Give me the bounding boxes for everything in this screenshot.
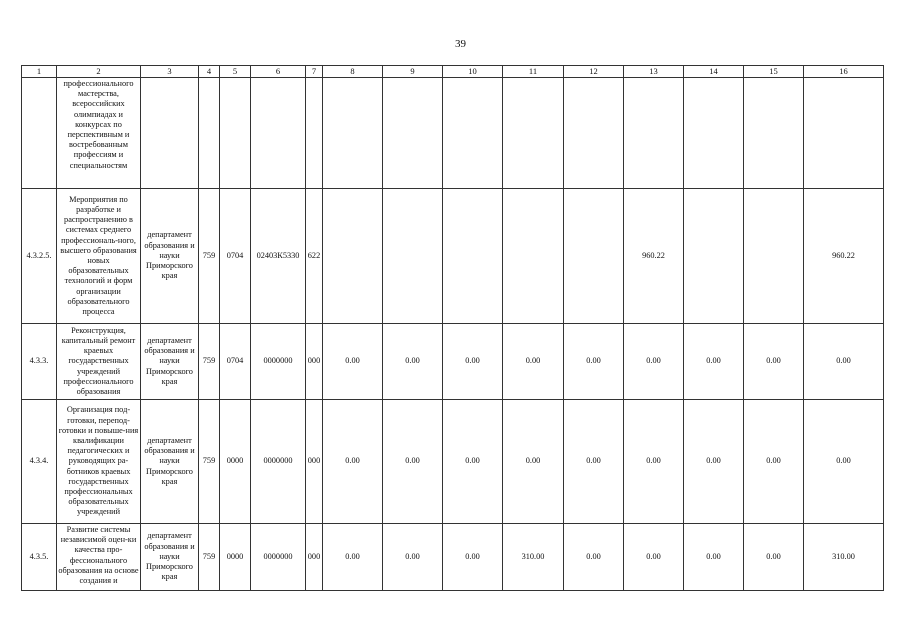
row-name xyxy=(57,524,141,591)
value-cell xyxy=(383,78,443,189)
value-cell: 0.00 xyxy=(804,400,884,524)
value-cell: 0.00 xyxy=(564,400,624,524)
column-number: 11 xyxy=(503,66,564,78)
page-number: 39 xyxy=(455,38,466,50)
value-cell: 0.00 xyxy=(744,524,804,591)
column-number: 6 xyxy=(251,66,306,78)
value-cell: 0.00 xyxy=(684,324,744,400)
value-cell xyxy=(684,189,744,324)
value-cell xyxy=(503,78,564,189)
value-cell xyxy=(684,78,744,189)
grbs-code xyxy=(199,78,220,189)
grbs-code: 759 xyxy=(199,524,220,591)
value-cell: 960.22 xyxy=(804,189,884,324)
expense-type-code: 000 xyxy=(306,524,323,591)
value-cell: 0.00 xyxy=(323,524,383,591)
table-row xyxy=(22,324,884,400)
value-cell: 0.00 xyxy=(503,400,564,524)
responsible-org: департамент образования и науки Приморского края xyxy=(141,189,199,324)
value-cell xyxy=(443,78,503,189)
responsible-org xyxy=(141,78,199,189)
row-name: Мероприятия по разработке и распространению в системах среднего профессиональ-ного, высшего образования новых образовательных технологий и форм организации образовательного процесса xyxy=(57,189,141,324)
value-cell xyxy=(503,189,564,324)
value-cell: 0.00 xyxy=(383,400,443,524)
target-article-code: 02403К5330 xyxy=(251,189,306,324)
row-name xyxy=(57,78,141,189)
value-cell: 0.00 xyxy=(684,524,744,591)
section-code: 0704 xyxy=(220,324,251,400)
value-cell xyxy=(744,189,804,324)
column-number: 8 xyxy=(323,66,383,78)
section-code: 0000 xyxy=(220,524,251,591)
column-number: 14 xyxy=(684,66,744,78)
value-cell: 0.00 xyxy=(564,324,624,400)
row-code: 4.3.5. xyxy=(22,524,57,591)
value-cell xyxy=(323,78,383,189)
target-article-code: 0000000 xyxy=(251,400,306,524)
column-number: 16 xyxy=(804,66,884,78)
target-article-code xyxy=(251,78,306,189)
responsible-org: департамент образования и науки Приморского края xyxy=(141,324,199,400)
value-cell xyxy=(564,78,624,189)
responsible-org: департамент образования и науки Приморского края xyxy=(141,400,199,524)
value-cell xyxy=(443,189,503,324)
table-row xyxy=(22,189,884,324)
value-cell: 310.00 xyxy=(503,524,564,591)
value-cell xyxy=(624,78,684,189)
value-cell xyxy=(564,189,624,324)
value-cell: 310.00 xyxy=(804,524,884,591)
responsible-org: департамент образования и науки Приморского края xyxy=(141,524,199,591)
column-number: 15 xyxy=(744,66,804,78)
column-number: 1 xyxy=(22,66,57,78)
value-cell xyxy=(383,189,443,324)
value-cell xyxy=(744,78,804,189)
column-number: 5 xyxy=(220,66,251,78)
section-code: 0000 xyxy=(220,400,251,524)
column-number: 13 xyxy=(624,66,684,78)
section-code: 0704 xyxy=(220,189,251,324)
column-number: 3 xyxy=(141,66,199,78)
budget-table xyxy=(21,65,884,591)
expense-type-code xyxy=(306,78,323,189)
row-code: 4.3.4. xyxy=(22,400,57,524)
grbs-code: 759 xyxy=(199,189,220,324)
row-name: Реконструкция, капитальный ремонт краевых государственных учреждений профессионального образования xyxy=(57,324,141,400)
target-article-code: 0000000 xyxy=(251,524,306,591)
section-code xyxy=(220,78,251,189)
row-code: 4.3.3. xyxy=(22,324,57,400)
table-row xyxy=(22,400,884,524)
value-cell: 0.00 xyxy=(323,400,383,524)
value-cell: 0.00 xyxy=(744,324,804,400)
value-cell: 0.00 xyxy=(323,324,383,400)
column-number: 10 xyxy=(443,66,503,78)
value-cell: 0.00 xyxy=(443,324,503,400)
value-cell xyxy=(323,189,383,324)
column-number: 2 xyxy=(57,66,141,78)
row-code xyxy=(22,78,57,189)
value-cell: 0.00 xyxy=(443,400,503,524)
column-number-row xyxy=(22,66,884,78)
target-article-code: 0000000 xyxy=(251,324,306,400)
value-cell: 0.00 xyxy=(383,524,443,591)
row-name: Организация под-готовки, перепод-готовки и повыше-ния квалификации педагогических и руководящих ра-ботников краевых государственных профессиональных образовательных учреждений xyxy=(57,400,141,524)
row-code: 4.3.2.5. xyxy=(22,189,57,324)
column-number: 4 xyxy=(199,66,220,78)
table-row xyxy=(22,524,884,591)
row-name-text: Развитие системы независимой оцен-ки качества про-фессионального образования на основе создания и xyxy=(58,525,139,586)
value-cell: 0.00 xyxy=(624,400,684,524)
grbs-code: 759 xyxy=(199,324,220,400)
value-cell: 960.22 xyxy=(624,189,684,324)
value-cell: 0.00 xyxy=(564,524,624,591)
column-number: 9 xyxy=(383,66,443,78)
column-number: 12 xyxy=(564,66,624,78)
value-cell: 0.00 xyxy=(503,324,564,400)
value-cell: 0.00 xyxy=(804,324,884,400)
grbs-code: 759 xyxy=(199,400,220,524)
value-cell: 0.00 xyxy=(624,524,684,591)
expense-type-code: 000 xyxy=(306,400,323,524)
value-cell: 0.00 xyxy=(684,400,744,524)
value-cell: 0.00 xyxy=(744,400,804,524)
value-cell: 0.00 xyxy=(443,524,503,591)
expense-type-code: 622 xyxy=(306,189,323,324)
expense-type-code: 000 xyxy=(306,324,323,400)
value-cell xyxy=(804,78,884,189)
column-number: 7 xyxy=(306,66,323,78)
row-name-text: профессионального мастерства, всероссийских олимпиадах и конкурсах по перспективным и востребованным профессиям и специальностям xyxy=(63,79,134,170)
value-cell: 0.00 xyxy=(383,324,443,400)
table-row xyxy=(22,78,884,189)
value-cell: 0.00 xyxy=(624,324,684,400)
